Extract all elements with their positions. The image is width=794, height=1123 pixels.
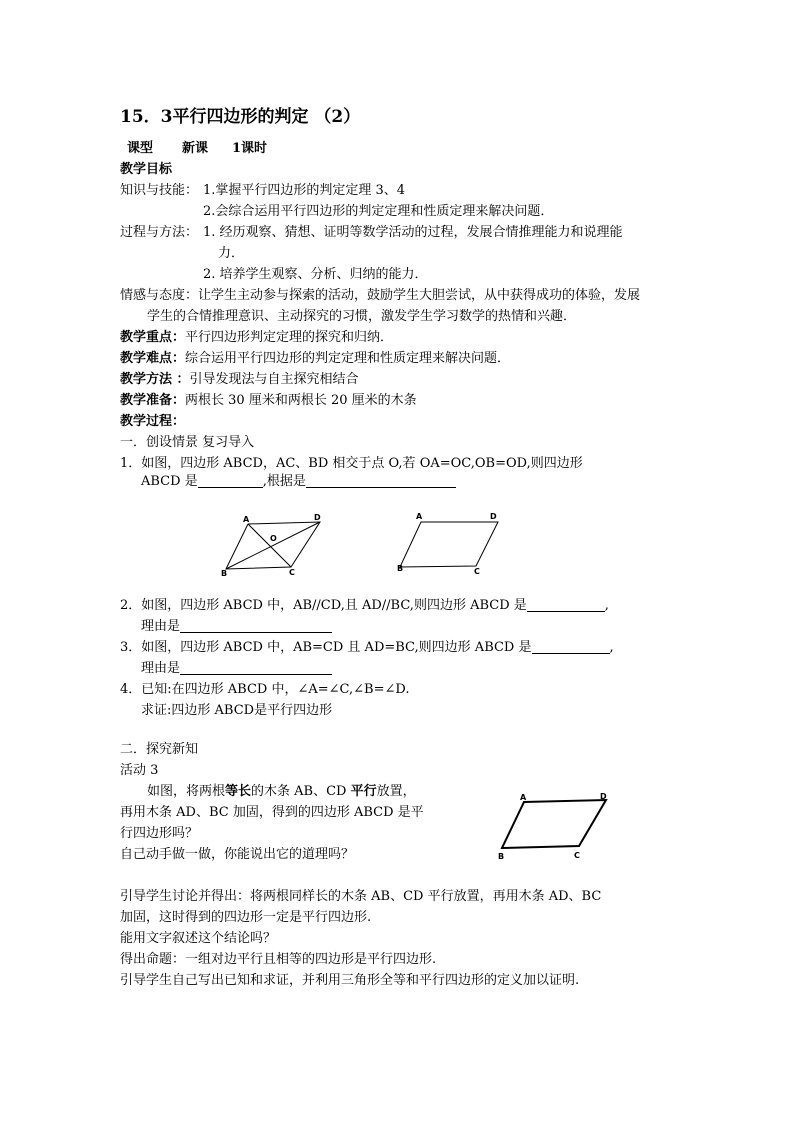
p1-part-5: 放置， bbox=[376, 784, 416, 799]
q3-text: 3．如图，四边形 ABCD 中，AB=CD 且 AD=BC,则四边形 ABCD 是 bbox=[120, 640, 532, 655]
fig1-label-d: D bbox=[314, 513, 321, 522]
emotion-line-2: 学生的合情推理意识、主动探究的习惯，激发学生学习数学的热情和兴趣． bbox=[147, 309, 577, 324]
fig2-label-c: C bbox=[474, 567, 480, 576]
fig3-label-c: C bbox=[574, 851, 580, 860]
q3-reason-label: 理由是 bbox=[141, 661, 181, 676]
activity-para-3: 行四边形吗？ bbox=[120, 826, 199, 841]
course-hours: 1课时 bbox=[232, 141, 268, 156]
difficulty-label: 教学难点： bbox=[120, 351, 186, 366]
section1-heading: 一．创设情景 复习导入 bbox=[120, 435, 255, 450]
prep-label: 教学准备： bbox=[120, 393, 186, 408]
keypoint-label: 教学重点： bbox=[120, 330, 186, 345]
fig3-label-b: B bbox=[498, 852, 505, 861]
question-1: 1．如图，四边形 ABCD，AC、BD 相交于点 O,若 OA=OC,OB=OD,则四边形 bbox=[120, 456, 583, 471]
activity-para-2: 再用木条 AD、BC 加固，得到的四边形 ABCD 是平 bbox=[120, 805, 424, 820]
course-type-value: 新课 bbox=[182, 141, 209, 156]
question-3 bbox=[120, 641, 614, 654]
course-type-label: 课型 bbox=[127, 141, 154, 156]
p1-part-bold-1: 等长 bbox=[225, 784, 252, 799]
figure-1 bbox=[218, 514, 328, 576]
process-label: 过程与方法： bbox=[120, 225, 199, 240]
q1-blank-2[interactable] bbox=[306, 475, 456, 488]
goals-heading: 教学目标 bbox=[120, 162, 173, 177]
difficulty-line bbox=[120, 352, 510, 365]
q1-blank-1[interactable] bbox=[198, 475, 263, 488]
q1-text-b: ,根据是 bbox=[262, 474, 306, 489]
keypoint-line bbox=[120, 331, 393, 344]
q3-blank-1[interactable] bbox=[532, 641, 610, 654]
process-heading: 教学过程： bbox=[120, 414, 186, 429]
guide-para-1: 引导学生讨论并得出：将两根同样长的木条 AB、CD 平行放置，再用木条 AD、BC bbox=[120, 889, 602, 904]
q3-blank-2[interactable] bbox=[180, 662, 332, 675]
knowledge-item-2: 2.会综合运用平行四边形的判定定理和性质定理来解决问题． bbox=[203, 204, 554, 219]
question-4-cont: 求证:四边形 ABCD是平行四边形 bbox=[141, 703, 333, 718]
question-1-cont bbox=[141, 475, 456, 488]
knowledge-item-1: 1.掌握平行四边形的判定定理 3、4 bbox=[203, 183, 406, 198]
fig2-parallelogram bbox=[400, 522, 498, 567]
activity-para-1 bbox=[147, 785, 416, 798]
prep-line bbox=[120, 394, 417, 407]
fig1-diagonal-bd bbox=[226, 522, 320, 569]
p1-part-1: 如图，将两根 bbox=[147, 784, 226, 799]
activity-label: 活动 3 bbox=[120, 763, 159, 778]
difficulty-text: 综合运用平行四边形的判定定理和性质定理来解决问题． bbox=[185, 351, 511, 366]
fig3-label-d: D bbox=[600, 792, 607, 801]
p1-part-bold-2: 平行 bbox=[350, 784, 377, 799]
q1-text-a: ABCD 是 bbox=[141, 474, 198, 489]
fig1-diagonal-ac bbox=[248, 524, 291, 567]
method-line bbox=[120, 373, 359, 386]
fig1-label-o: O bbox=[270, 534, 277, 543]
question-3-cont bbox=[141, 662, 332, 675]
question-2 bbox=[120, 599, 609, 612]
q3-comma: , bbox=[609, 640, 614, 655]
question-2-cont bbox=[141, 620, 332, 633]
keypoint-text: 平行四边形判定定理的探究和归纳． bbox=[185, 330, 394, 345]
q2-text: 2．如图，四边形 ABCD 中，AB//CD,且 AD//BC,则四边形 ABCD 是 bbox=[120, 598, 527, 613]
figure-3 bbox=[494, 790, 616, 862]
q2-reason-label: 理由是 bbox=[141, 619, 181, 634]
guide-para-3: 能用文字叙述这个结论吗？ bbox=[120, 931, 277, 946]
method-text: 引导发现法与自主探究相结合 bbox=[189, 372, 359, 387]
question-4: 4．已知:在四边形 ABCD 中，∠A=∠C,∠B=∠D. bbox=[120, 682, 410, 697]
proposition: 得出命题：一组对边平行且相等的四边形是平行四边形. bbox=[120, 952, 437, 967]
q2-comma: , bbox=[604, 598, 609, 613]
fig3-parallelogram bbox=[502, 800, 606, 848]
fig3-label-a: A bbox=[520, 793, 527, 802]
figure-2 bbox=[394, 510, 506, 578]
process-item-1: 1. 经历观察、猜想、证明等数学活动的过程，发展合情推理能力和说理能 bbox=[203, 225, 623, 240]
process-item-2: 2. 培养学生观察、分析、归纳的能力． bbox=[203, 267, 428, 282]
emotion-line-1: 情感与态度：让学生主动参与探索的活动，鼓励学生大胆尝试，从中获得成功的体验，发展 bbox=[120, 288, 641, 303]
fig1-label-c: C bbox=[289, 568, 295, 577]
prep-text: 两根长 30 厘米和两根长 20 厘米的木条 bbox=[185, 393, 417, 408]
fig1-label-b: B bbox=[221, 569, 228, 578]
p1-part-3: 的木条 AB、CD bbox=[251, 784, 351, 799]
page-title: 15．3平行四边形的判定 （2） bbox=[120, 107, 361, 127]
fig2-label-b: B bbox=[397, 564, 404, 573]
fig2-label-d: D bbox=[490, 512, 497, 521]
fig2-label-a: A bbox=[416, 512, 423, 521]
method-label: 教学方法 ： bbox=[120, 372, 190, 387]
activity-para-4: 自己动手做一做，你能说出它的道理吗？ bbox=[120, 847, 355, 862]
fig1-label-a: A bbox=[243, 515, 250, 524]
q2-blank-2[interactable] bbox=[180, 620, 332, 633]
section2-heading: 二．探究新知 bbox=[120, 742, 199, 757]
knowledge-label: 知识与技能： bbox=[120, 183, 199, 198]
q2-blank-1[interactable] bbox=[527, 599, 605, 612]
process-item-1-cont: 力． bbox=[218, 246, 245, 261]
guide-para-2: 加固，这时得到的四边形一定是平行四边形. bbox=[120, 910, 372, 925]
guide-para-4: 引导学生自己写出已知和求证，并利用三角形全等和平行四边形的定义加以证明. bbox=[120, 973, 580, 988]
